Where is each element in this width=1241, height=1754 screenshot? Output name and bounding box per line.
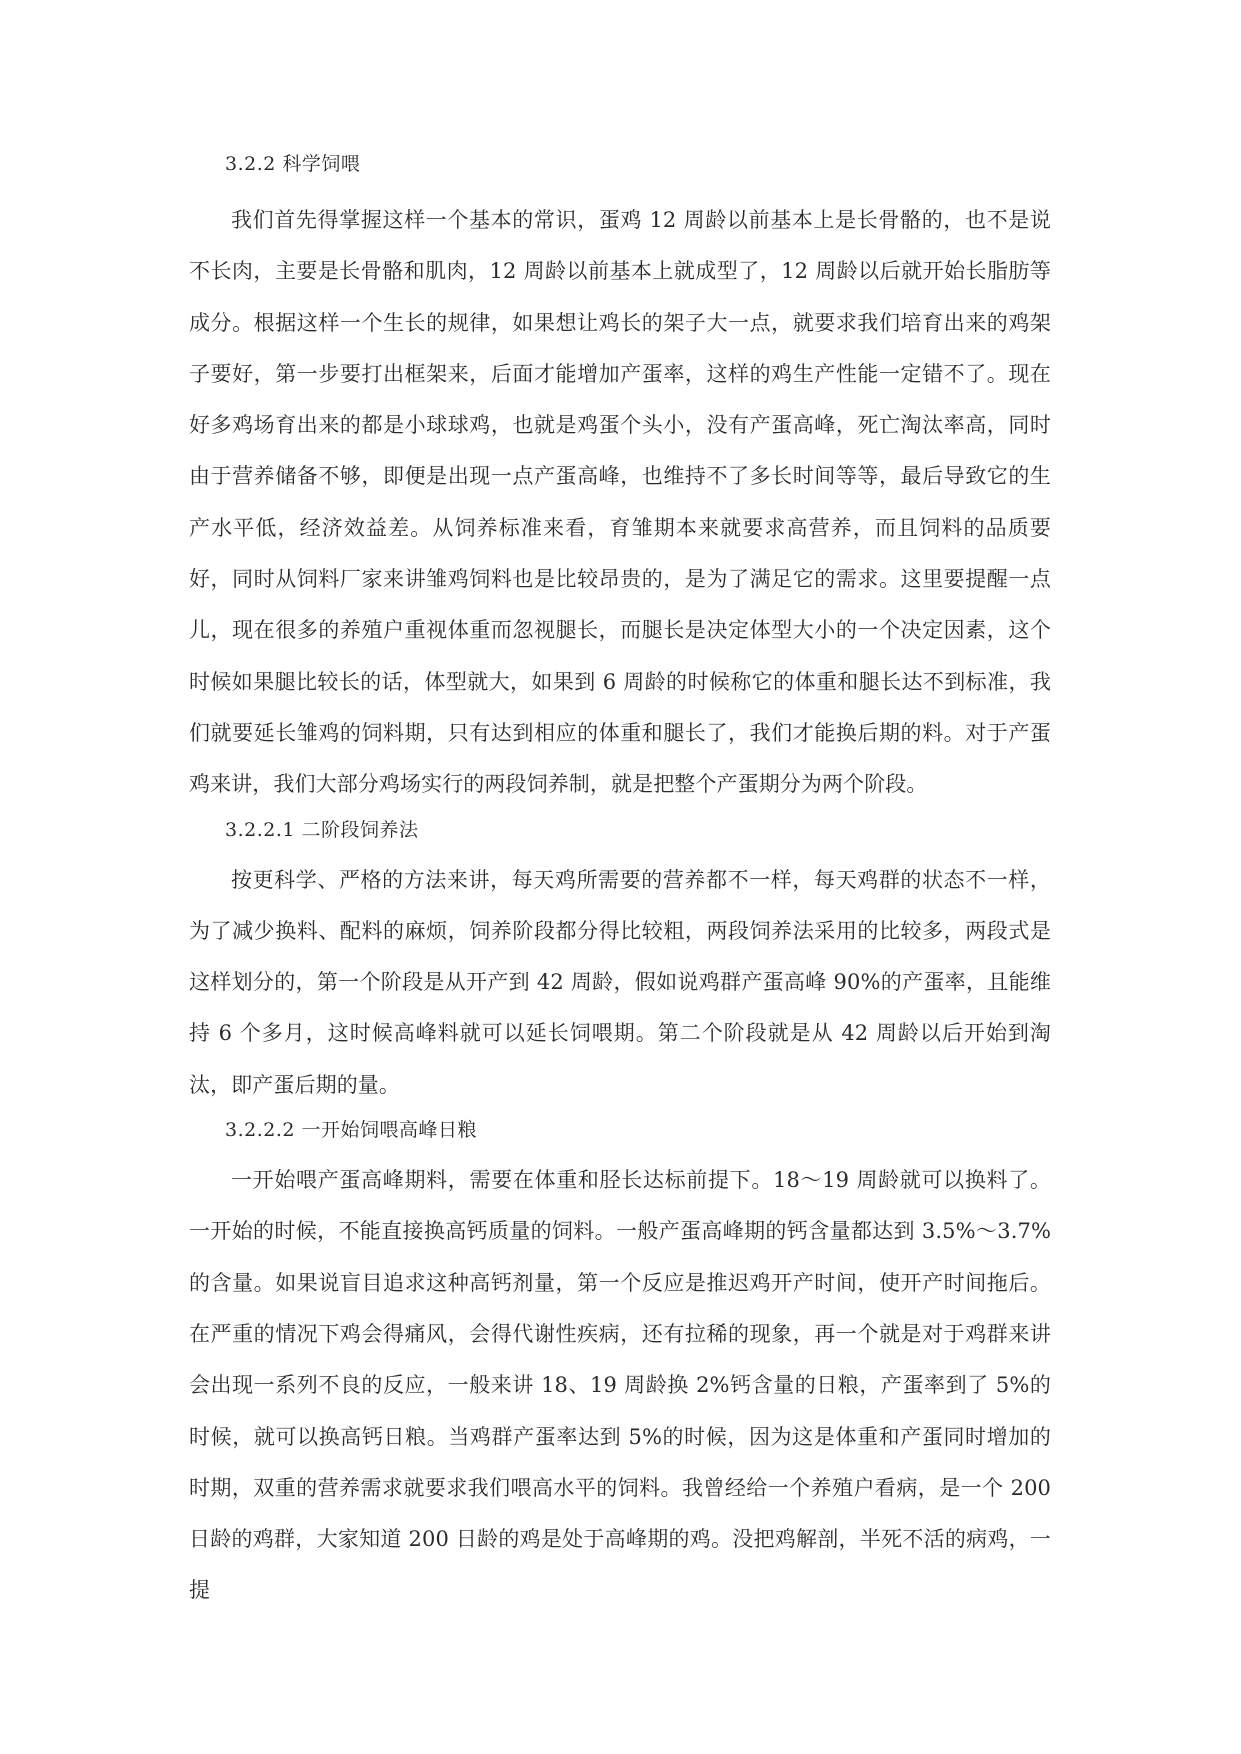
subsection-paragraph: 一开始喂产蛋高峰期料，需要在体重和胫长达标前提下。18～19 周龄就可以换料了。一开始的时候，不能直接换高钙质量的饲料。一般产蛋高峰期的钙含量都达到 3.5%～3.7%的含量。如果说盲目追求这种高钙剂量，第一个反应是推迟鸡开产时间，使开产时间拖后。在严重的情况下鸡会得痛风，会得代谢性疾病，还有拉稀的现象，再一个就是对于鸡群来讲会出现一系列不良的反应，一般来讲 18、19 周龄换 2%钙含量的日粮，产蛋率到了 5%的时候，就可以换高钙日粮。当鸡群产蛋率达到 5%的时候，因为这是体重和产蛋同时增加的时期，双重的营养需求就要求我们喂高水平的饲料。我曾经给一个养殖户看病，是一个 200 日龄的鸡群，大家知道 200 日龄的鸡是处于高峰期的鸡。没把鸡解剖，半死不活的病鸡，一提 — [189, 1168, 1051, 1603]
section-heading: 3.2.2 科学饲喂 — [225, 153, 361, 175]
document-page — [189, 151, 1051, 1617]
subsection-heading: 3.2.2.2 一开始饲喂高峰日粮 — [225, 1119, 478, 1142]
subsection-paragraph: 按更科学、严格的方法来讲，每天鸡所需要的营养都不一样，每天鸡群的状态不一样，为了减少换料、配料的麻烦，饲养阶段都分得比较粗，两段饲养法采用的比较多，两段式是这样划分的，第一个阶段是从开产到 42 周龄，假如说鸡群产蛋高峰 90%的产蛋率，且能维持 6 个多月，这时候高峰料就可以延长饲喂期。第二个阶段就是从 42 周龄以后开始到淘汰，即产蛋后期的量。 — [189, 867, 1051, 1097]
subsection-heading: 3.2.2.1 二阶段饲养法 — [225, 818, 419, 841]
section-paragraph: 我们首先得掌握这样一个基本的常识，蛋鸡 12 周龄以前基本上是长骨骼的，也不是说不长肉，主要是长骨骼和肌肉，12 周龄以前基本上就成型了，12 周龄以后就开始长脂肪等成分。根据这样一个生长的规律，如果想让鸡长的架子大一点，就要求我们培育出来的鸡架子要好，第一步要打出框架来，后面才能增加产蛋率，这样的鸡生产性能一定错不了。现在好多鸡场育出来的都是小球球鸡，也就是鸡蛋个头小，没有产蛋高峰，死亡淘汰率高，同时由于营养储备不够，即便是出现一点产蛋高峰，也维持不了多长时间等等，最后导致它的生产水平低，经济效益差。从饲养标准来看，育雏期本来就要求高营养，而且饲料的品质要好，同时从饲料厂家来讲雏鸡饲料也是比较昂贵的，是为了满足它的需求。这里要提醒一点儿，现在很多的养殖户重视体重而忽视腿长，而腿长是决定体型大小的一个决定因素，这个时候如果腿比较长的话，体型就大，如果到 6 周龄的时候称它的体重和腿长达不到标准，我们就要延长雏鸡的饲料期，只有达到相应的体重和腿长了，我们才能换后期的料。对于产蛋鸡来讲，我们大部分鸡场实行的两段饲养制，就是把整个产蛋期分为两个阶段。 — [189, 208, 1051, 797]
